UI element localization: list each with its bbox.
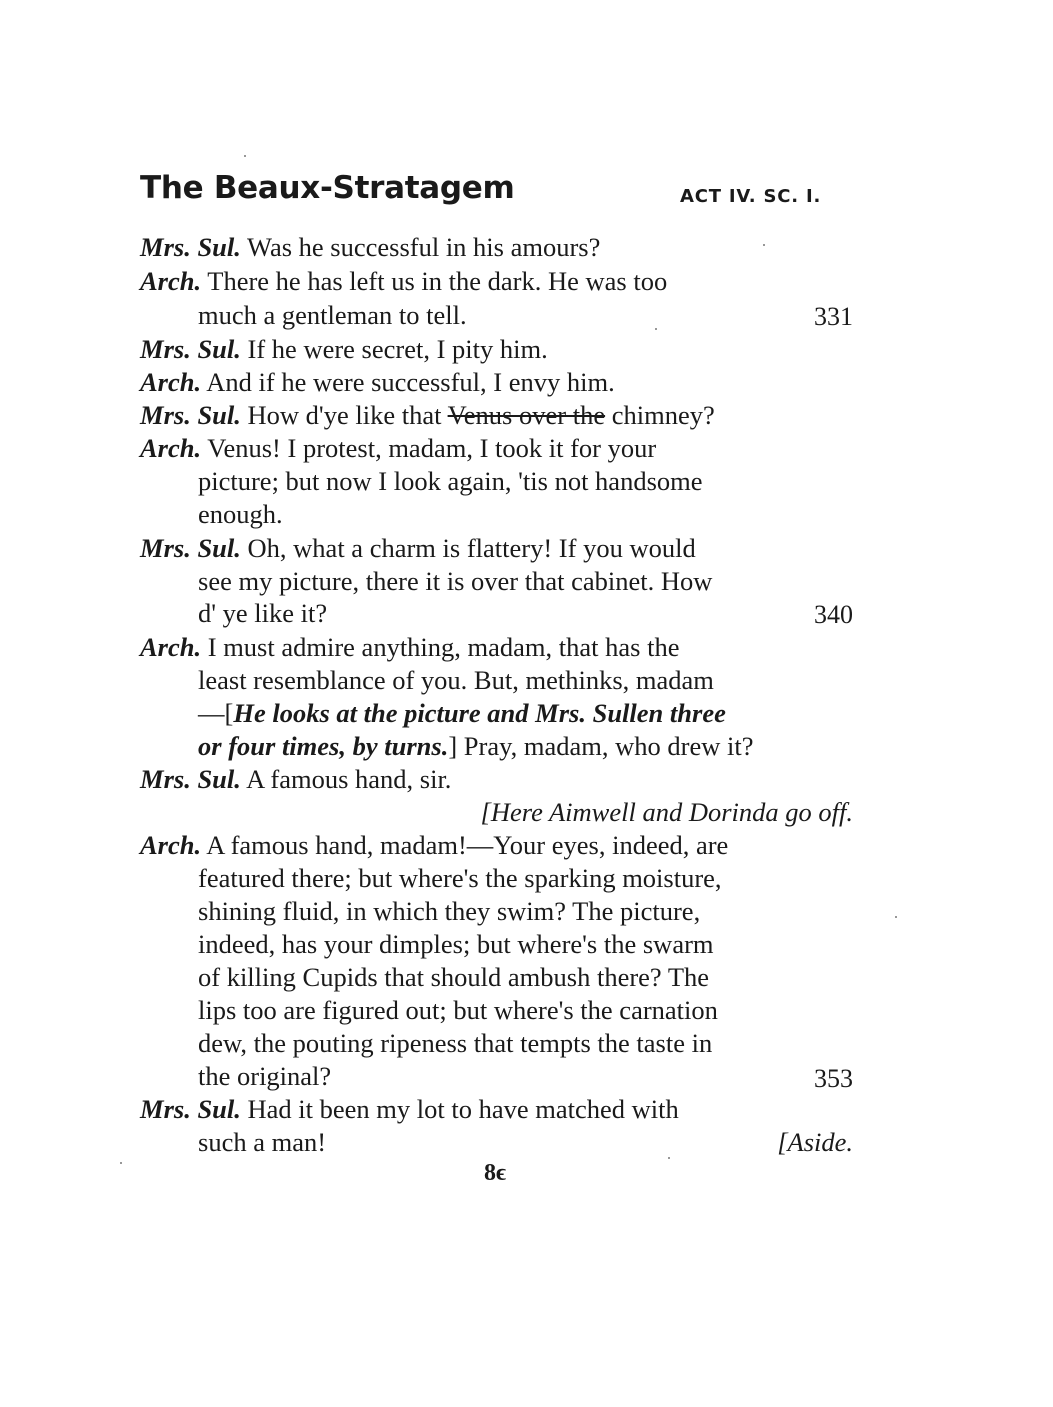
dialogue-line xyxy=(198,863,722,893)
scan-speck xyxy=(895,916,897,918)
stage-direction-line xyxy=(481,797,853,827)
line-text: d' ye like it? xyxy=(198,598,328,628)
dialogue-line xyxy=(198,665,714,695)
dialogue-line xyxy=(140,533,696,563)
speaker-name: Mrs. Sul. xyxy=(140,232,241,262)
line-text: least resemblance of you. But, methinks, madam xyxy=(198,665,714,695)
speaker-name: Arch. xyxy=(140,433,202,463)
dialogue-line xyxy=(140,632,679,662)
dialogue-line xyxy=(198,995,718,1025)
line-text: much a gentleman to tell. xyxy=(198,300,467,330)
line-text: A famous hand, sir. xyxy=(240,764,452,794)
dialogue-line xyxy=(140,367,615,397)
dialogue-line xyxy=(198,731,753,761)
dialogue-line xyxy=(198,1061,331,1091)
speaker-name: Mrs. Sul. xyxy=(140,533,241,563)
line-text: A famous hand, madam!—Your eyes, indeed, are xyxy=(201,830,729,860)
dialogue-line xyxy=(198,499,283,529)
line-text: chimney? xyxy=(605,400,715,430)
dialogue-line xyxy=(198,598,327,628)
dialogue-line xyxy=(140,334,548,364)
dialogue-line xyxy=(198,1127,326,1157)
line-text: Was he successful in his amours? xyxy=(240,232,601,262)
line-number: 331 xyxy=(814,302,853,331)
speaker-name: Arch. xyxy=(140,367,202,397)
scan-speck xyxy=(668,1157,670,1159)
stage-direction: [Here Aimwell and Dorinda go off. xyxy=(480,797,853,827)
line-text: Oh, what a charm is flattery! If you would xyxy=(240,533,696,563)
speaker-name: Mrs. Sul. xyxy=(140,400,241,430)
dialogue-line xyxy=(198,566,712,596)
scan-speck xyxy=(655,328,657,330)
speaker-name: Mrs. Sul. xyxy=(140,1094,241,1124)
stage-direction: [Aside. xyxy=(777,1127,853,1157)
line-text: ] Pray, madam, who drew it? xyxy=(448,731,754,761)
line-number: 340 xyxy=(814,600,853,629)
speaker-name: Mrs. Sul. xyxy=(140,764,241,794)
dialogue-line xyxy=(198,1028,712,1058)
running-title: The Beaux-Stratagem xyxy=(140,170,515,206)
line-text: And if he were successful, I envy him. xyxy=(201,367,615,397)
line-text: shining fluid, in which they swim? The picture, xyxy=(198,896,701,926)
scan-speck xyxy=(763,244,765,246)
dialogue-line xyxy=(198,698,726,728)
dialogue-line xyxy=(140,400,715,430)
line-text: There he has left us in the dark. He was too xyxy=(201,266,668,296)
stage-direction-line xyxy=(777,1127,853,1157)
speaker-name: Arch. xyxy=(140,632,202,662)
line-text: such a man! xyxy=(198,1127,327,1157)
dialogue-line xyxy=(140,433,656,463)
speaker-name: Arch. xyxy=(140,830,202,860)
line-text: see my picture, there it is over that cabinet. How xyxy=(198,566,713,596)
dialogue-line xyxy=(198,929,714,959)
line-text: —[ xyxy=(198,698,234,728)
dialogue-line xyxy=(198,962,709,992)
page-folio: 8ϵ xyxy=(484,1160,507,1186)
dialogue-line xyxy=(198,896,700,926)
stage-direction: He looks at the picture and Mrs. Sullen three xyxy=(233,698,726,728)
scan-speck xyxy=(244,155,246,157)
scan-speck xyxy=(120,1162,122,1164)
line-text: If he were secret, I pity him. xyxy=(240,334,548,364)
line-text: I must admire anything, madam, that has the xyxy=(201,632,680,662)
line-text: picture; but now I look again, 'tis not handsome xyxy=(198,466,703,496)
line-number: 353 xyxy=(814,1064,853,1093)
line-text: featured there; but where's the sparking moisture, xyxy=(198,863,722,893)
line-text: enough. xyxy=(198,499,283,529)
dialogue-line xyxy=(140,764,451,794)
line-text: lips too are figured out; but where's the carnation xyxy=(198,995,718,1025)
stage-direction: or four times, by turns. xyxy=(198,731,449,761)
struck-text: Venus over the xyxy=(447,400,606,430)
line-text: How d'ye like that xyxy=(240,400,448,430)
act-scene-label: ACT IV. SC. I. xyxy=(680,186,822,207)
line-text: dew, the pouting ripeness that tempts the taste in xyxy=(198,1028,713,1058)
speaker-name: Mrs. Sul. xyxy=(140,334,241,364)
dialogue-line xyxy=(140,232,600,262)
speaker-name: Arch. xyxy=(140,266,202,296)
dialogue-line xyxy=(140,266,667,296)
dialogue-line xyxy=(198,300,467,330)
line-text: the original? xyxy=(198,1061,332,1091)
dialogue-line xyxy=(140,1094,679,1124)
line-text: indeed, has your dimples; but where's the swarm xyxy=(198,929,714,959)
dialogue-line xyxy=(140,830,728,860)
line-text: of killing Cupids that should ambush there? The xyxy=(198,962,710,992)
line-text: Had it been my lot to have matched with xyxy=(240,1094,679,1124)
dialogue-line xyxy=(198,466,703,496)
line-text: Venus! I protest, madam, I took it for your xyxy=(201,433,657,463)
